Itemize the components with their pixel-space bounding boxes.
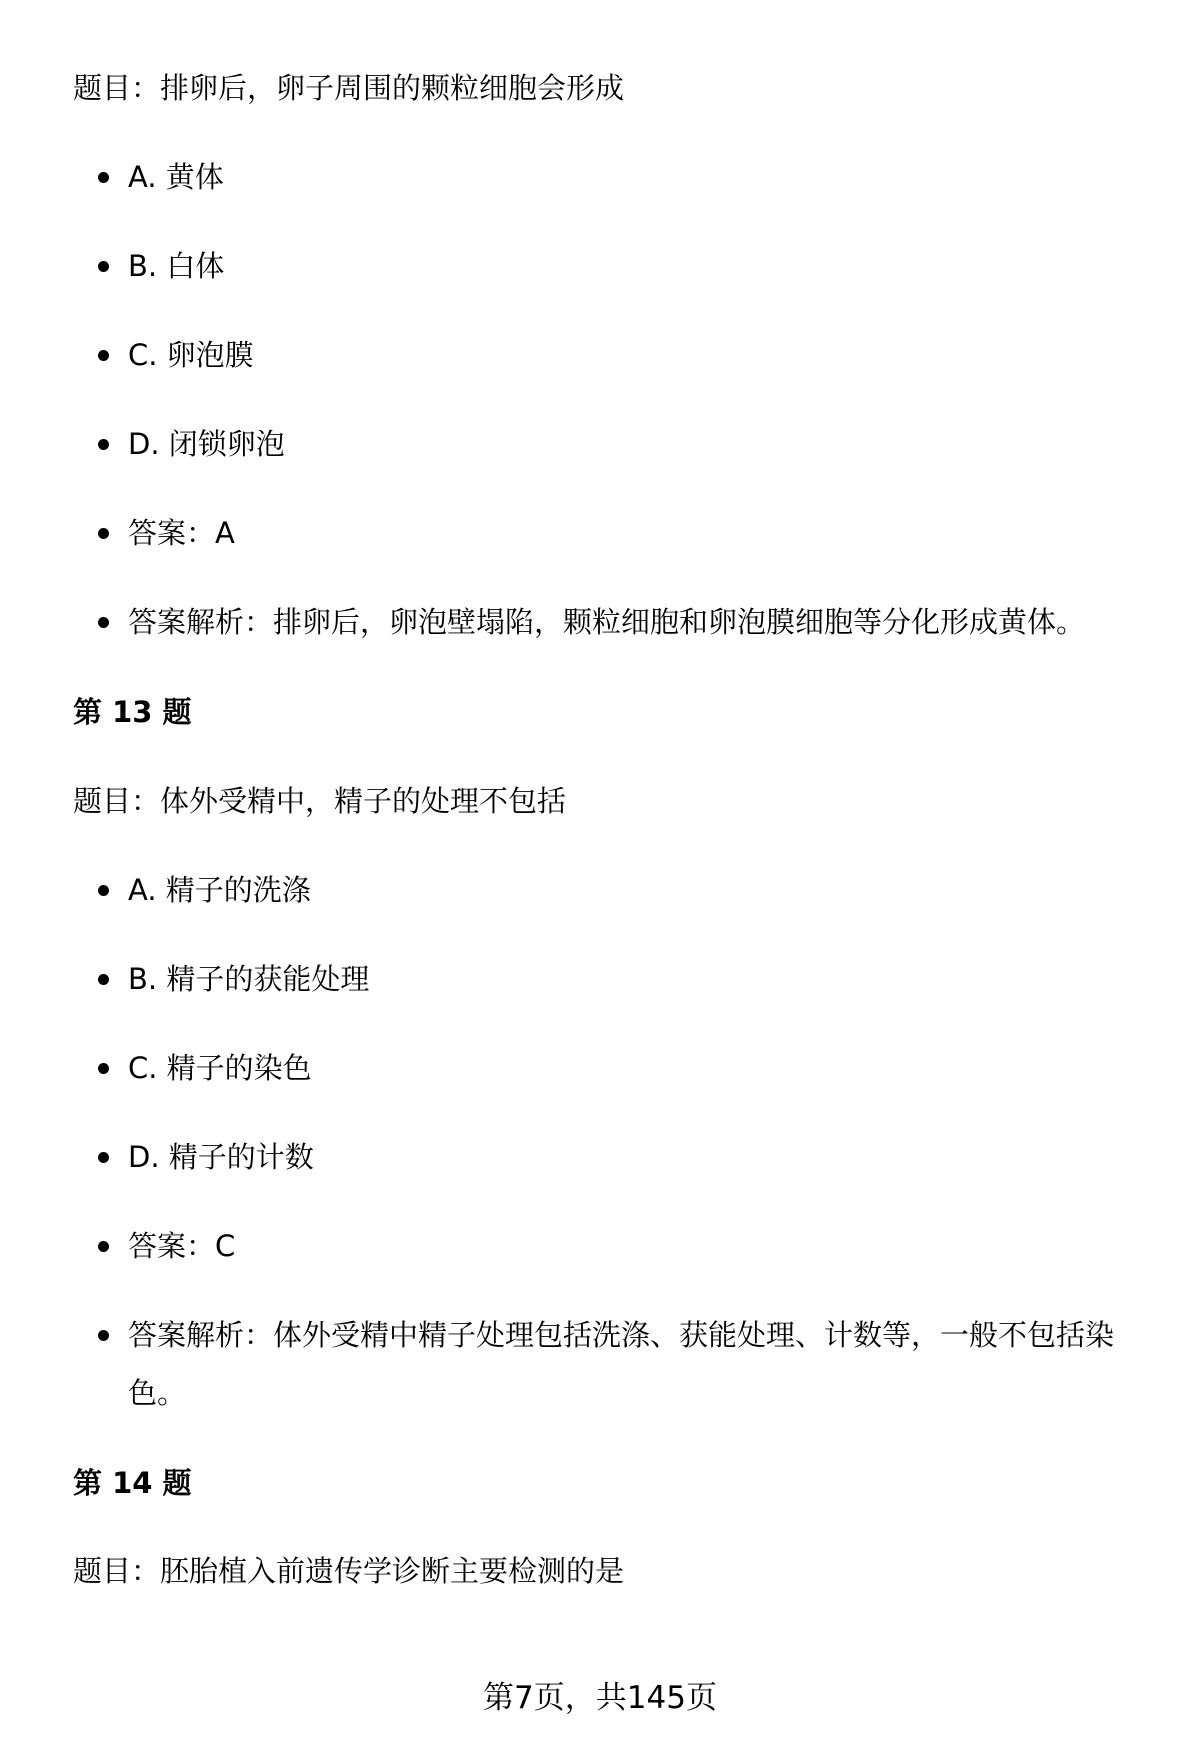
bullet-icon (98, 528, 109, 539)
option-text: C. 卵泡膜 (128, 338, 254, 372)
option-text: B. 白体 (128, 249, 225, 283)
bullet-icon (98, 885, 109, 896)
question-12-stem: 题目：排卵后，卵子周围的颗粒细胞会形成 (73, 71, 625, 105)
question-12-answer (128, 504, 1128, 563)
option-text: A. 精子的洗涤 (128, 873, 311, 907)
answer-text: 答案：A (128, 516, 235, 550)
question-14-heading: 第 14 题 (73, 1466, 192, 1500)
bullet-icon (98, 261, 109, 272)
bullet-icon (98, 350, 109, 361)
option-text: D. 闭锁卵泡 (128, 427, 285, 461)
bullet-icon (98, 1152, 109, 1163)
bullet-icon (98, 1063, 109, 1074)
question-13-option-c (128, 1039, 1128, 1098)
bullet-icon (98, 172, 109, 183)
question-13-answer (128, 1217, 1128, 1276)
question-13-option-a (128, 861, 1128, 920)
bullet-icon (98, 617, 109, 628)
bullet-icon (98, 1241, 109, 1252)
bullet-icon (98, 1330, 109, 1341)
page-number-footer: 第7页，共145页 (483, 1680, 717, 1716)
question-13-option-b (128, 950, 1128, 1009)
question-12-explanation (128, 593, 1128, 652)
explanation-text: 答案解析：体外受精中精子处理包括洗涤、获能处理、计数等，一般不包括染色。 (128, 1318, 1115, 1410)
option-text: C. 精子的染色 (128, 1051, 312, 1085)
question-13-explanation (128, 1306, 1128, 1422)
question-13-stem: 题目：体外受精中，精子的处理不包括 (73, 784, 567, 818)
option-text: B. 精子的获能处理 (128, 962, 370, 996)
bullet-icon (98, 974, 109, 985)
question-12-option-d (128, 415, 1128, 474)
question-12-option-c (128, 326, 1128, 385)
option-text: D. 精子的计数 (128, 1140, 314, 1174)
question-13-heading: 第 13 题 (73, 695, 192, 729)
question-12-option-a (128, 148, 1128, 207)
answer-text: 答案：C (128, 1229, 236, 1263)
question-14-stem: 题目：胚胎植入前遗传学诊断主要检测的是 (73, 1554, 625, 1588)
option-text: A. 黄体 (128, 160, 224, 194)
bullet-icon (98, 439, 109, 450)
question-12-option-b (128, 237, 1128, 296)
explanation-text: 答案解析：排卵后，卵泡壁塌陷，颗粒细胞和卵泡膜细胞等分化形成黄体。 (128, 605, 1086, 639)
question-13-option-d (128, 1128, 1128, 1187)
